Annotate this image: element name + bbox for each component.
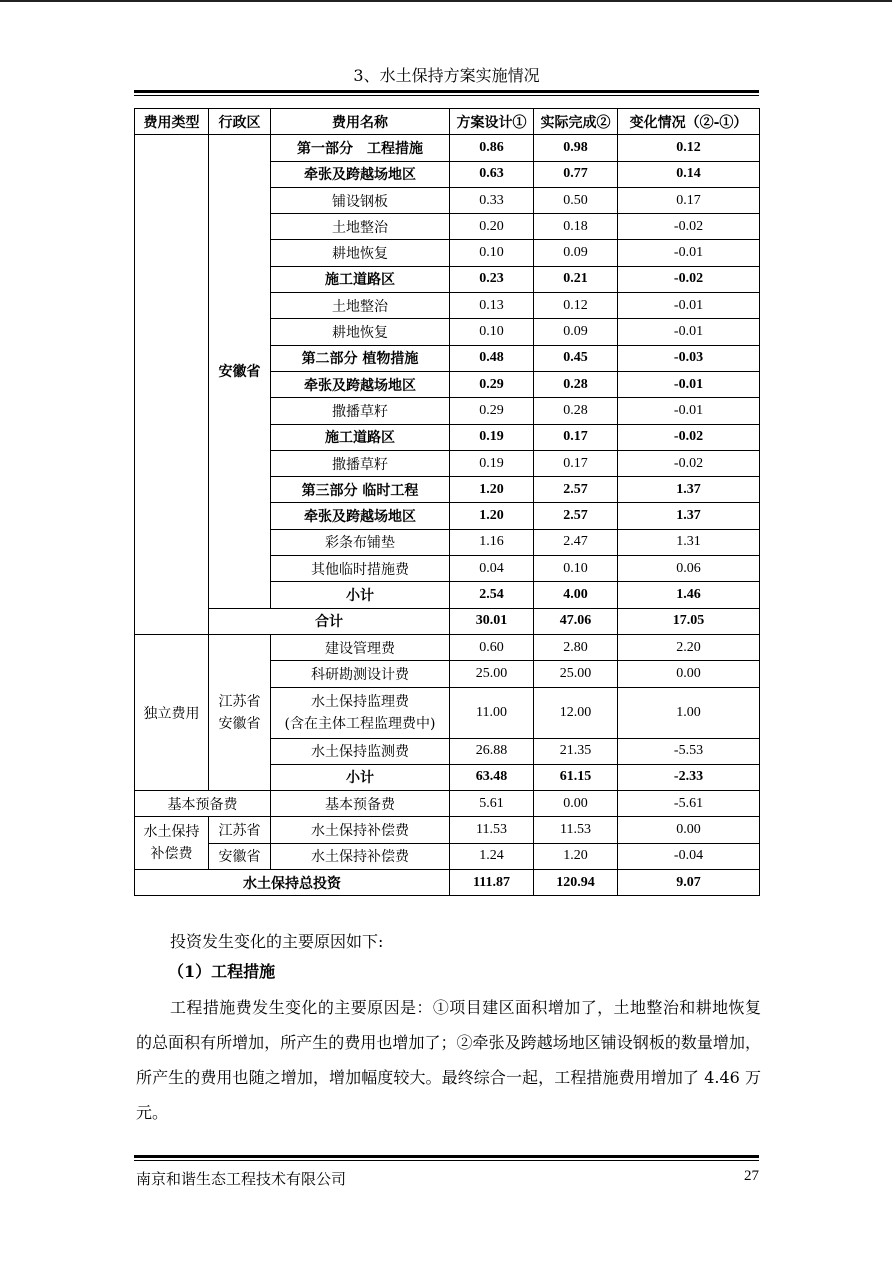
cost-name-cell: 土地整治: [271, 293, 450, 319]
design-value-cell: 1.24: [450, 843, 534, 869]
compensation-row: [135, 843, 760, 869]
actual-value-cell: 1.20: [534, 843, 618, 869]
cost-name-cell: 小计: [271, 582, 450, 608]
change-value-cell: 0.06: [618, 556, 760, 582]
actual-value-cell: 25.00: [534, 661, 618, 687]
actual-value-cell: 0.17: [534, 450, 618, 476]
subtotal-label-cell: 小计: [271, 764, 450, 790]
cost-name-cell: 撒播草籽: [271, 398, 450, 424]
region-label: 安徽省: [218, 715, 261, 732]
region-cell-jiangsu-anhui: [209, 634, 271, 790]
region-cell: 江苏省: [209, 817, 271, 843]
cost-name-cell: 牵张及跨越场地区: [271, 503, 450, 529]
actual-value-cell: 0.18: [534, 214, 618, 240]
change-value-cell: 2.20: [618, 634, 760, 660]
compensation-row: [135, 817, 760, 843]
design-value-cell: 1.20: [450, 477, 534, 503]
actual-value-cell: 0.28: [534, 371, 618, 397]
change-value-cell: -5.53: [618, 738, 760, 764]
cost-name-cell: 科研勘测设计费: [271, 661, 450, 687]
actual-value-cell: 0.12: [534, 293, 618, 319]
cost-name-cell: 牵张及跨越场地区: [271, 371, 450, 397]
footer-company-name: 南京和谐生态工程技术有限公司: [136, 1170, 347, 1188]
design-value-cell: 0.10: [450, 240, 534, 266]
actual-value-cell: 0.45: [534, 345, 618, 371]
design-value-cell: 0.19: [450, 424, 534, 450]
type-cell-reserve: 基本预备费: [135, 791, 271, 817]
header-rule-thin: [134, 95, 759, 96]
cost-name-cell: 土地整治: [271, 214, 450, 240]
column-header: 方案设计①: [450, 109, 534, 135]
cost-name-cell: 第一部分 工程措施: [271, 135, 450, 161]
design-value-cell: 0.63: [450, 161, 534, 187]
cost-name-cell: 撒播草籽: [271, 450, 450, 476]
table-row: [135, 634, 760, 660]
reserve-row: [135, 791, 760, 817]
actual-value-cell: 2.47: [534, 529, 618, 555]
cost-name-cell: 水土保持监测费: [271, 738, 450, 764]
cost-name-cell: 第三部分 临时工程: [271, 477, 450, 503]
actual-value-cell: 0.00: [534, 791, 618, 817]
change-value-cell: 1.37: [618, 503, 760, 529]
grand-total-row: [135, 870, 760, 896]
change-value-cell: 1.46: [618, 582, 760, 608]
actual-value-cell: 0.28: [534, 398, 618, 424]
design-value-cell: 0.33: [450, 187, 534, 213]
actual-value-cell: 47.06: [534, 608, 618, 634]
cost-name-cell: 施工道路区: [271, 424, 450, 450]
change-value-cell: 0.00: [618, 817, 760, 843]
region-cell: 安徽省: [209, 843, 271, 869]
column-header: 费用名称: [271, 109, 450, 135]
cost-name-line: 水土保持监理费: [311, 693, 409, 710]
cost-name-cell: 牵张及跨越场地区: [271, 161, 450, 187]
actual-value-cell: 12.00: [534, 687, 618, 738]
change-value-cell: -0.03: [618, 345, 760, 371]
cost-name-cell: 耕地恢复: [271, 240, 450, 266]
cost-name-cell: 第二部分 植物措施: [271, 345, 450, 371]
actual-value-cell: 0.17: [534, 424, 618, 450]
column-header: 实际完成②: [534, 109, 618, 135]
cost-name-cell: [271, 687, 450, 738]
actual-value-cell: 2.80: [534, 634, 618, 660]
change-value-cell: -0.01: [618, 371, 760, 397]
actual-value-cell: 0.77: [534, 161, 618, 187]
change-value-cell: 1.37: [618, 477, 760, 503]
change-value-cell: 17.05: [618, 608, 760, 634]
column-header: 行政区: [209, 109, 271, 135]
change-value-cell: 0.17: [618, 187, 760, 213]
change-value-cell: 0.00: [618, 661, 760, 687]
design-value-cell: 0.60: [450, 634, 534, 660]
total-label-cell: 合计: [209, 608, 450, 634]
region-cell-anhui: 安徽省: [209, 135, 271, 608]
table-row: [135, 135, 760, 161]
change-value-cell: 0.14: [618, 161, 760, 187]
design-value-cell: 2.54: [450, 582, 534, 608]
actual-value-cell: 120.94: [534, 870, 618, 896]
design-value-cell: 25.00: [450, 661, 534, 687]
change-value-cell: -0.01: [618, 293, 760, 319]
actual-value-cell: 0.09: [534, 240, 618, 266]
change-value-cell: -0.02: [618, 266, 760, 292]
grand-total-label-cell: 水土保持总投资: [135, 870, 450, 896]
design-value-cell: 0.13: [450, 293, 534, 319]
change-value-cell: -0.02: [618, 450, 760, 476]
design-value-cell: 5.61: [450, 791, 534, 817]
column-header: 变化情况（②-①）: [618, 109, 760, 135]
footer-rule-thick: [134, 1155, 759, 1158]
design-value-cell: 0.29: [450, 398, 534, 424]
cost-name-cell: 施工道路区: [271, 266, 450, 292]
page-top-border: [0, 0, 892, 2]
design-value-cell: 63.48: [450, 764, 534, 790]
change-value-cell: 0.12: [618, 135, 760, 161]
design-value-cell: 0.29: [450, 371, 534, 397]
actual-value-cell: 0.98: [534, 135, 618, 161]
type-label-line: 补偿费: [150, 846, 193, 863]
change-value-cell: -0.04: [618, 843, 760, 869]
cost-name-cell: 其他临时措施费: [271, 556, 450, 582]
change-value-cell: 9.07: [618, 870, 760, 896]
actual-value-cell: 0.10: [534, 556, 618, 582]
design-value-cell: 1.16: [450, 529, 534, 555]
design-value-cell: 11.00: [450, 687, 534, 738]
cost-comparison-table: [134, 108, 760, 896]
design-value-cell: 26.88: [450, 738, 534, 764]
cost-name-cell: 水土保持补偿费: [271, 817, 450, 843]
design-value-cell: 0.04: [450, 556, 534, 582]
body-paragraph: 工程措施费发生变化的主要原因是：①项目建区面积增加了，土地整治和耕地恢复的总面积有所增加，所产生的费用也增加了；②牵张及跨越场地区铺设钢板的数量增加，所产生的费用也随之增加，增加幅度较大。最终综合一起，工程措施费用增加了 4.46 万元。: [136, 998, 761, 1122]
actual-value-cell: 61.15: [534, 764, 618, 790]
footer-page-number: 27: [744, 1168, 759, 1184]
actual-value-cell: 0.50: [534, 187, 618, 213]
cost-name-note: (含在主体工程监理费中): [284, 715, 436, 732]
design-value-cell: 111.87: [450, 870, 534, 896]
intro-paragraph: 投资发生变化的主要原因如下:: [170, 932, 384, 951]
header-rule-thick: [134, 90, 759, 93]
table-header-row: [135, 109, 760, 135]
actual-value-cell: 0.21: [534, 266, 618, 292]
type-cell-empty: [135, 135, 209, 635]
design-value-cell: 0.20: [450, 214, 534, 240]
actual-value-cell: 21.35: [534, 738, 618, 764]
section-heading: （1）工程措施: [168, 962, 276, 981]
actual-value-cell: 2.57: [534, 503, 618, 529]
change-value-cell: -0.02: [618, 214, 760, 240]
change-value-cell: 1.31: [618, 529, 760, 555]
change-value-cell: 1.00: [618, 687, 760, 738]
cost-name-cell: 彩条布铺垫: [271, 529, 450, 555]
design-value-cell: 0.48: [450, 345, 534, 371]
column-header: 费用类型: [135, 109, 209, 135]
type-label-line: 水土保持: [143, 824, 200, 841]
actual-value-cell: 2.57: [534, 477, 618, 503]
total-row: [135, 608, 760, 634]
design-value-cell: 11.53: [450, 817, 534, 843]
cost-name-cell: 建设管理费: [271, 634, 450, 660]
footer-rule-thin: [134, 1160, 759, 1161]
change-value-cell: -0.01: [618, 319, 760, 345]
change-value-cell: -5.61: [618, 791, 760, 817]
type-cell-independent: 独立费用: [135, 634, 209, 790]
cost-name-cell: 水土保持补偿费: [271, 843, 450, 869]
actual-value-cell: 0.09: [534, 319, 618, 345]
page-header-title: 3、水土保持方案实施情况: [353, 66, 540, 85]
cost-name-cell: 耕地恢复: [271, 319, 450, 345]
change-value-cell: -2.33: [618, 764, 760, 790]
actual-value-cell: 11.53: [534, 817, 618, 843]
change-value-cell: -0.01: [618, 240, 760, 266]
change-value-cell: -0.02: [618, 424, 760, 450]
type-cell-compensation: [135, 817, 209, 870]
change-value-cell: -0.01: [618, 398, 760, 424]
cost-name-cell: 铺设钢板: [271, 187, 450, 213]
design-value-cell: 30.01: [450, 608, 534, 634]
design-value-cell: 0.10: [450, 319, 534, 345]
design-value-cell: 0.86: [450, 135, 534, 161]
design-value-cell: 0.23: [450, 266, 534, 292]
cost-name-cell: 基本预备费: [271, 791, 450, 817]
design-value-cell: 1.20: [450, 503, 534, 529]
region-label: 江苏省: [218, 693, 261, 710]
design-value-cell: 0.19: [450, 450, 534, 476]
actual-value-cell: 4.00: [534, 582, 618, 608]
